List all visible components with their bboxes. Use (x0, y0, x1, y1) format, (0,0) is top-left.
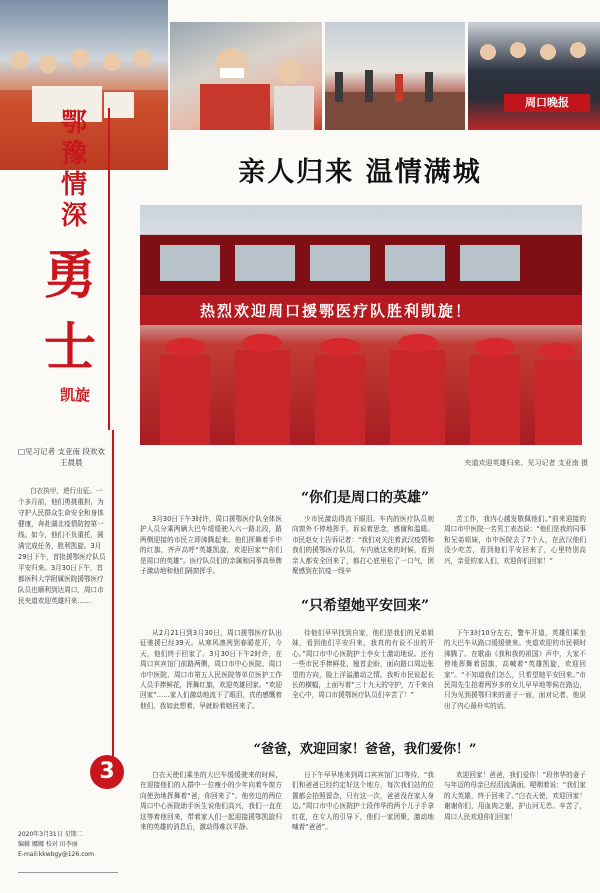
section2-col2: 待他们早早找到自家，他们是我们的兄弟姐妹，看到他们平安归来，我真的有说不出的开心。”周口市中心医院护士李女士激动地说。还有一些市民手捧鲜花、翘首企盼，面向路口周边张望的方向，脸上洋溢激动之情。我听市民说起长长的横幅，上面写着“三十九天的守护，万千来自全心中，周口市援鄂医疗队员们辛苦了！” (292, 629, 434, 700)
footer-editors: 编辑 娜娜 校对 田李丽 (18, 841, 78, 848)
section3-col2: 日下午早早地来到周口宾宾馆门口等待，“我们和爸爸已经约定好这个地方，每次我们站的位置都会拍照留念，只有这一次，爸爸没在家人身边。”周口市中心医院护士段伟华的两个儿子手拿红花，在专人的引导下，他们一家团聚，激动地喊着“爸爸”。 (292, 771, 434, 832)
photo-police-escort (468, 22, 600, 130)
section1-col1: 3月30日下午3时许，周口援鄂医疗队全体医护人员分乘两辆大巴车缓缓驶入六一路北段，路两侧迎接的市民立即沸腾起来。他们挥舞着手中的红旗，齐声高呼“英雄凯旋，欢迎回家”“你们是周口的英雄”。医疗队员们的亲属和同事高举牌子激动地和他们隔窗挥手。 (140, 515, 282, 576)
footer-date: 2020年3月31日 星期二 (18, 831, 83, 838)
column-divider (112, 430, 114, 770)
section2-col3: 下午3时10分左右，警车开道，英雄们乘坐的大巴车从路口缓缓驶来。夹道欢迎的市民顿时沸腾了。在歌曲《我和我的祖国》声中，大家不停地挥舞着国旗，高喊着“英雄凯旋，欢迎回家”。“不知道我们怎么，只希望她平安回来。”市民周先生拍着两岁多的女儿早早地等候在路边，只为见到援鄂归来的妻子一面，面对记者，他说出了内心最朴实的话。 (444, 629, 586, 710)
section2-col1: 从2月21日到3月30日，周口援鄂医疗队出征驰援已经39天。从寒风凛冽到春暖花开，今天，他们终于回家了。3月30日下午2时许，在周口宾宾馆门前路两侧，周口市中心医院、周口市中医院、周口市第五人民医院等单位医护工作人员手捧鲜花，挥舞红旗，欢迎英雄回家。“欢迎回家”……家人们激动地流下了眼泪，真的感慨着他们，我如此想着，早就盼着她回来了。 (140, 629, 282, 710)
train-banner-text: 热烈欢迎周口援鄂医疗队胜利凯旋！ (200, 302, 473, 320)
photo-street-welcome (325, 22, 465, 130)
masthead-logo: 周口晚报 (504, 94, 590, 112)
title-divider (108, 108, 110, 430)
photo-train-welcome (140, 205, 582, 445)
page-headline: 亲人归来 温情满城 (238, 157, 482, 188)
byline-line1: □见习记者 支亚南 段欢欢 (18, 447, 105, 456)
photo-medic-arrival (170, 22, 322, 130)
byline-line2: 王晨晨 (60, 458, 83, 467)
footer-rule (18, 872, 118, 873)
section1-subhead: “你们是周口的英雄” (300, 490, 430, 506)
footer-info (18, 830, 138, 860)
vertical-title-line2: 勇士 (43, 245, 96, 378)
photo-caption: 夹道欢迎英雄归来。见习记者 支亚南 摄 (464, 459, 588, 467)
section1-col3: 苦工作，我内心越发敬佩他们。”前来迎接的周口市中医院一名男工表态说：“他们是我的同事和兄弟姐妹，市中医院去了7个人，在武汉他们没少吃苦，看到他们平安回来了，心里特别高兴，亲爱的家人们，欢迎你们回家！” (444, 515, 586, 565)
byline (18, 446, 105, 468)
section1-col2: 少市民激动得流下眼泪。车内的医疗队员则向窗外不停地挥手，诉说着思念，感谢和温暖。市民赵女士告诉记者：“我们对关注着武汉疫情和我们的援鄂医疗队员，车内就这来的时候，看到亲人都安全回来了，都打心底里松了一口气，团聚感到在抗疫一线辛 (292, 515, 434, 576)
vertical-title-line1: 鄂豫情深 (60, 108, 87, 231)
intro-paragraph: 白衣执甲，逆行出征。一个多月前，他们勇挑重担，为守护人民群众生命安全和身体健康，奔赴湖北疫情防控第一线。如今，他们不负重托，圆满完成任务，胜利凯旋。3月29日下午，首批援鄂医疗队员平安归来。3月30日下午，首都医科大学附属医院援鄂医疗队员也顺利到达周口，周口市民夹道欢迎英雄归来…… (18, 487, 106, 605)
section2-subhead: “只希望她平安回来” (300, 598, 430, 614)
footer-email: E-mail:kkwbgy@126.com (18, 851, 95, 858)
page-number-badge: 3 (90, 755, 124, 789)
section3-col3: 欢迎回家！爸爸，我们爱你！”段伟华的妻子与年迈的母亲已经泪流满面。哽咽着说：“我们家的大英雄，终于回来了。”白衣天使，欢迎回家！谢谢你们，用血肉之躯，护山河无恙。辛苦了，周口人民欢迎你们回家！ (444, 771, 586, 821)
vertical-title-line3: 凯旋 (60, 386, 91, 404)
section3-subhead: “爸爸，欢迎回家！爸爸，我们爱你！” (253, 742, 477, 757)
section3-col1: 白衣天使们乘坐的大巴车缓缓驶来的时候，在迎接他们的人群中一位瘦小的少年向着车窗方向使劲地挥舞着“爸，你回来了”。他旁边的两位周口中心医院助手医生说他们高兴，我们一直在这等着他回来，带着家人们一起迎接援鄂凯旋归来的英雄的消息后，激动得难以平静。 (140, 771, 282, 832)
